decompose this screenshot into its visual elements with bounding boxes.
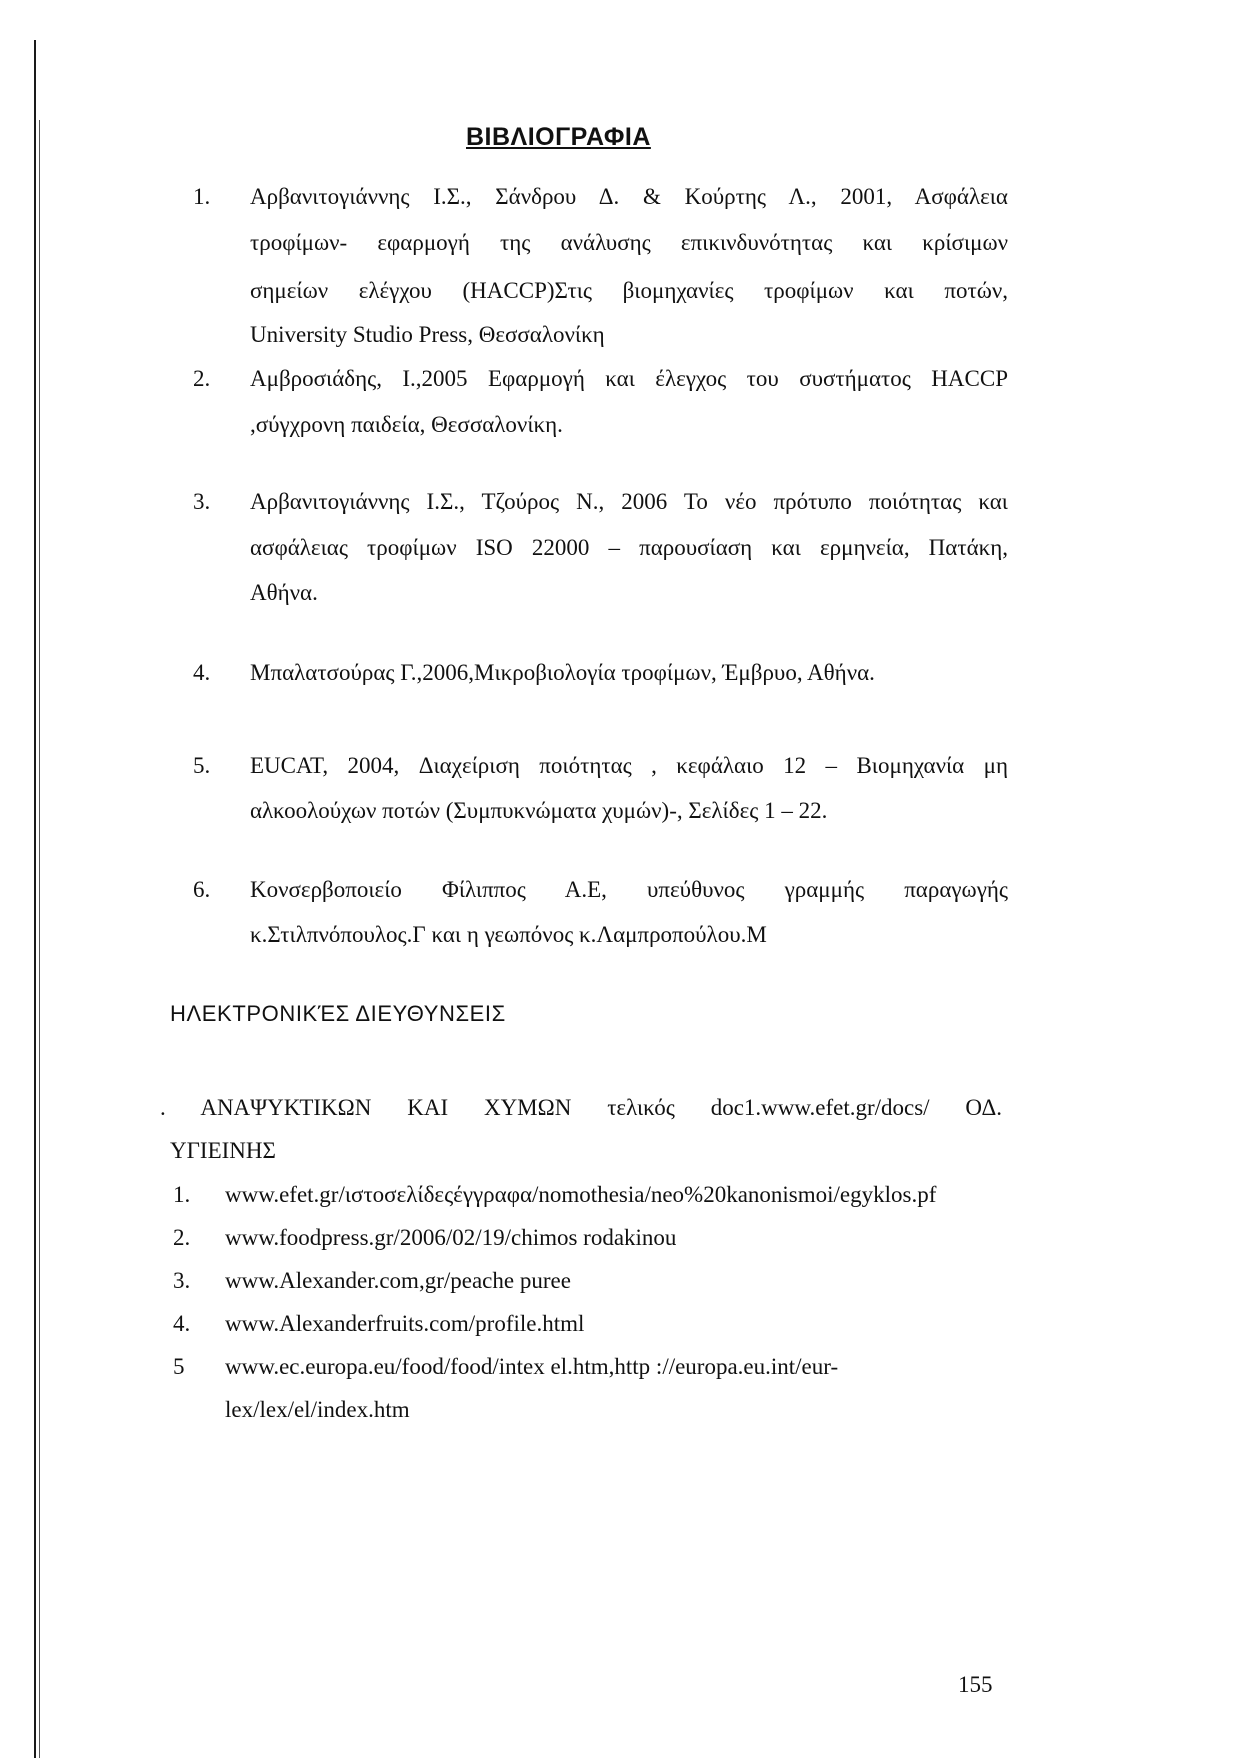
link-url: www.foodpress.gr/2006/02/19/chimos rodakinou (225, 1225, 677, 1250)
reference-number: 2. (193, 366, 211, 391)
reference-line: University Studio Press, Θεσσαλονίκη (250, 322, 605, 347)
link-url: lex/lex/el/index.htm (225, 1397, 410, 1422)
link-number: 1. (173, 1182, 191, 1207)
scan-edge-line (34, 40, 36, 1758)
reference-line: Αρβανιτογιάννης Ι.Σ., Σάνδρου Δ. & Κούρτης Λ., 2001, Ασφάλεια (250, 184, 1008, 209)
link-url: www.Alexanderfruits.com/profile.html (225, 1311, 585, 1336)
link-url: www.ec.europa.eu/food/food/intex el.htm,http ://europa.eu.int/eur- (225, 1354, 839, 1379)
link-number: 2. (173, 1225, 191, 1250)
link-number: 5 (173, 1354, 185, 1379)
reference-line: EUCAT, 2004, Διαχείριση ποιότητας , κεφάλαιο 12 – Βιομηχανία μη (250, 753, 1008, 778)
reference-number: 5. (193, 753, 211, 778)
reference-number: 3. (193, 489, 211, 514)
reference-line: κ.Στιλπνόπουλος.Γ και η γεωπόνος κ.Λαμπροπούλου.Μ (250, 922, 767, 947)
reference-number: 4. (193, 660, 211, 685)
page-title: ΒΙΒΛΙΟΓΡΑΦΙΑ (466, 123, 651, 151)
reference-line: Κονσερβοποιείο Φίλιππος Α.Ε, υπεύθυνος γραμμής παραγωγής (250, 877, 1008, 902)
link-url: www.efet.gr/ιστοσελίδεςέγγραφα/nomothesia/neo%20kanonismoi/egyklos.pf (225, 1182, 937, 1207)
reference-line: ,σύγχρονη παιδεία, Θεσσαλονίκη. (250, 412, 563, 437)
link-url: www.Alexander.com,gr/peache puree (225, 1268, 571, 1293)
reference-number: 1. (193, 184, 211, 209)
reference-line: ασφάλειας τροφίμων ISO 22000 – παρουσίαση και ερμηνεία, Πατάκη, (250, 535, 1008, 560)
reference-line: Μπαλατσούρας Γ.,2006,Μικροβιολογία τροφίμων, Έμβρυο, Αθήνα. (250, 660, 875, 685)
section-heading: ΗΛΕΚΤΡΟΝΙΚΈΣ ΔΙΕΥΘΥΝΣΕΙΣ (170, 1001, 506, 1026)
reference-line: τροφίμων- εφαρμογή της ανάλυσης επικινδυνότητας και κρίσιμων (250, 230, 1008, 255)
reference-line: Αρβανιτογιάννης Ι.Σ., Τζούρος Ν., 2006 Το νέο πρότυπο ποιότητας και (250, 489, 1008, 514)
reference-line: Αθήνα. (250, 580, 318, 605)
page-number: 155 (958, 1672, 993, 1697)
reference-number: 6. (193, 877, 211, 902)
link-number: 3. (173, 1268, 191, 1293)
intro-line: . ΑΝΑΨΥΚΤΙΚΩΝ ΚΑΙ ΧΥΜΩΝ τελικός doc1.www.efet.gr/docs/ ΟΔ. (160, 1095, 1002, 1120)
link-number: 4. (173, 1311, 191, 1336)
reference-line: Αμβροσιάδης, Ι.,2005 Εφαρμογή και έλεγχος του συστήματος HACCP (250, 366, 1008, 391)
intro-line: ΥΓΙΕΙΝΗΣ (170, 1138, 276, 1163)
scan-edge-line (39, 120, 40, 1758)
reference-line: αλκοολούχων ποτών (Συμπυκνώματα χυμών)-, Σελίδες 1 – 22. (250, 798, 828, 823)
reference-line: σημείων ελέγχου (HACCP)Στις βιομηχανίες τροφίμων και ποτών, (250, 278, 1008, 303)
